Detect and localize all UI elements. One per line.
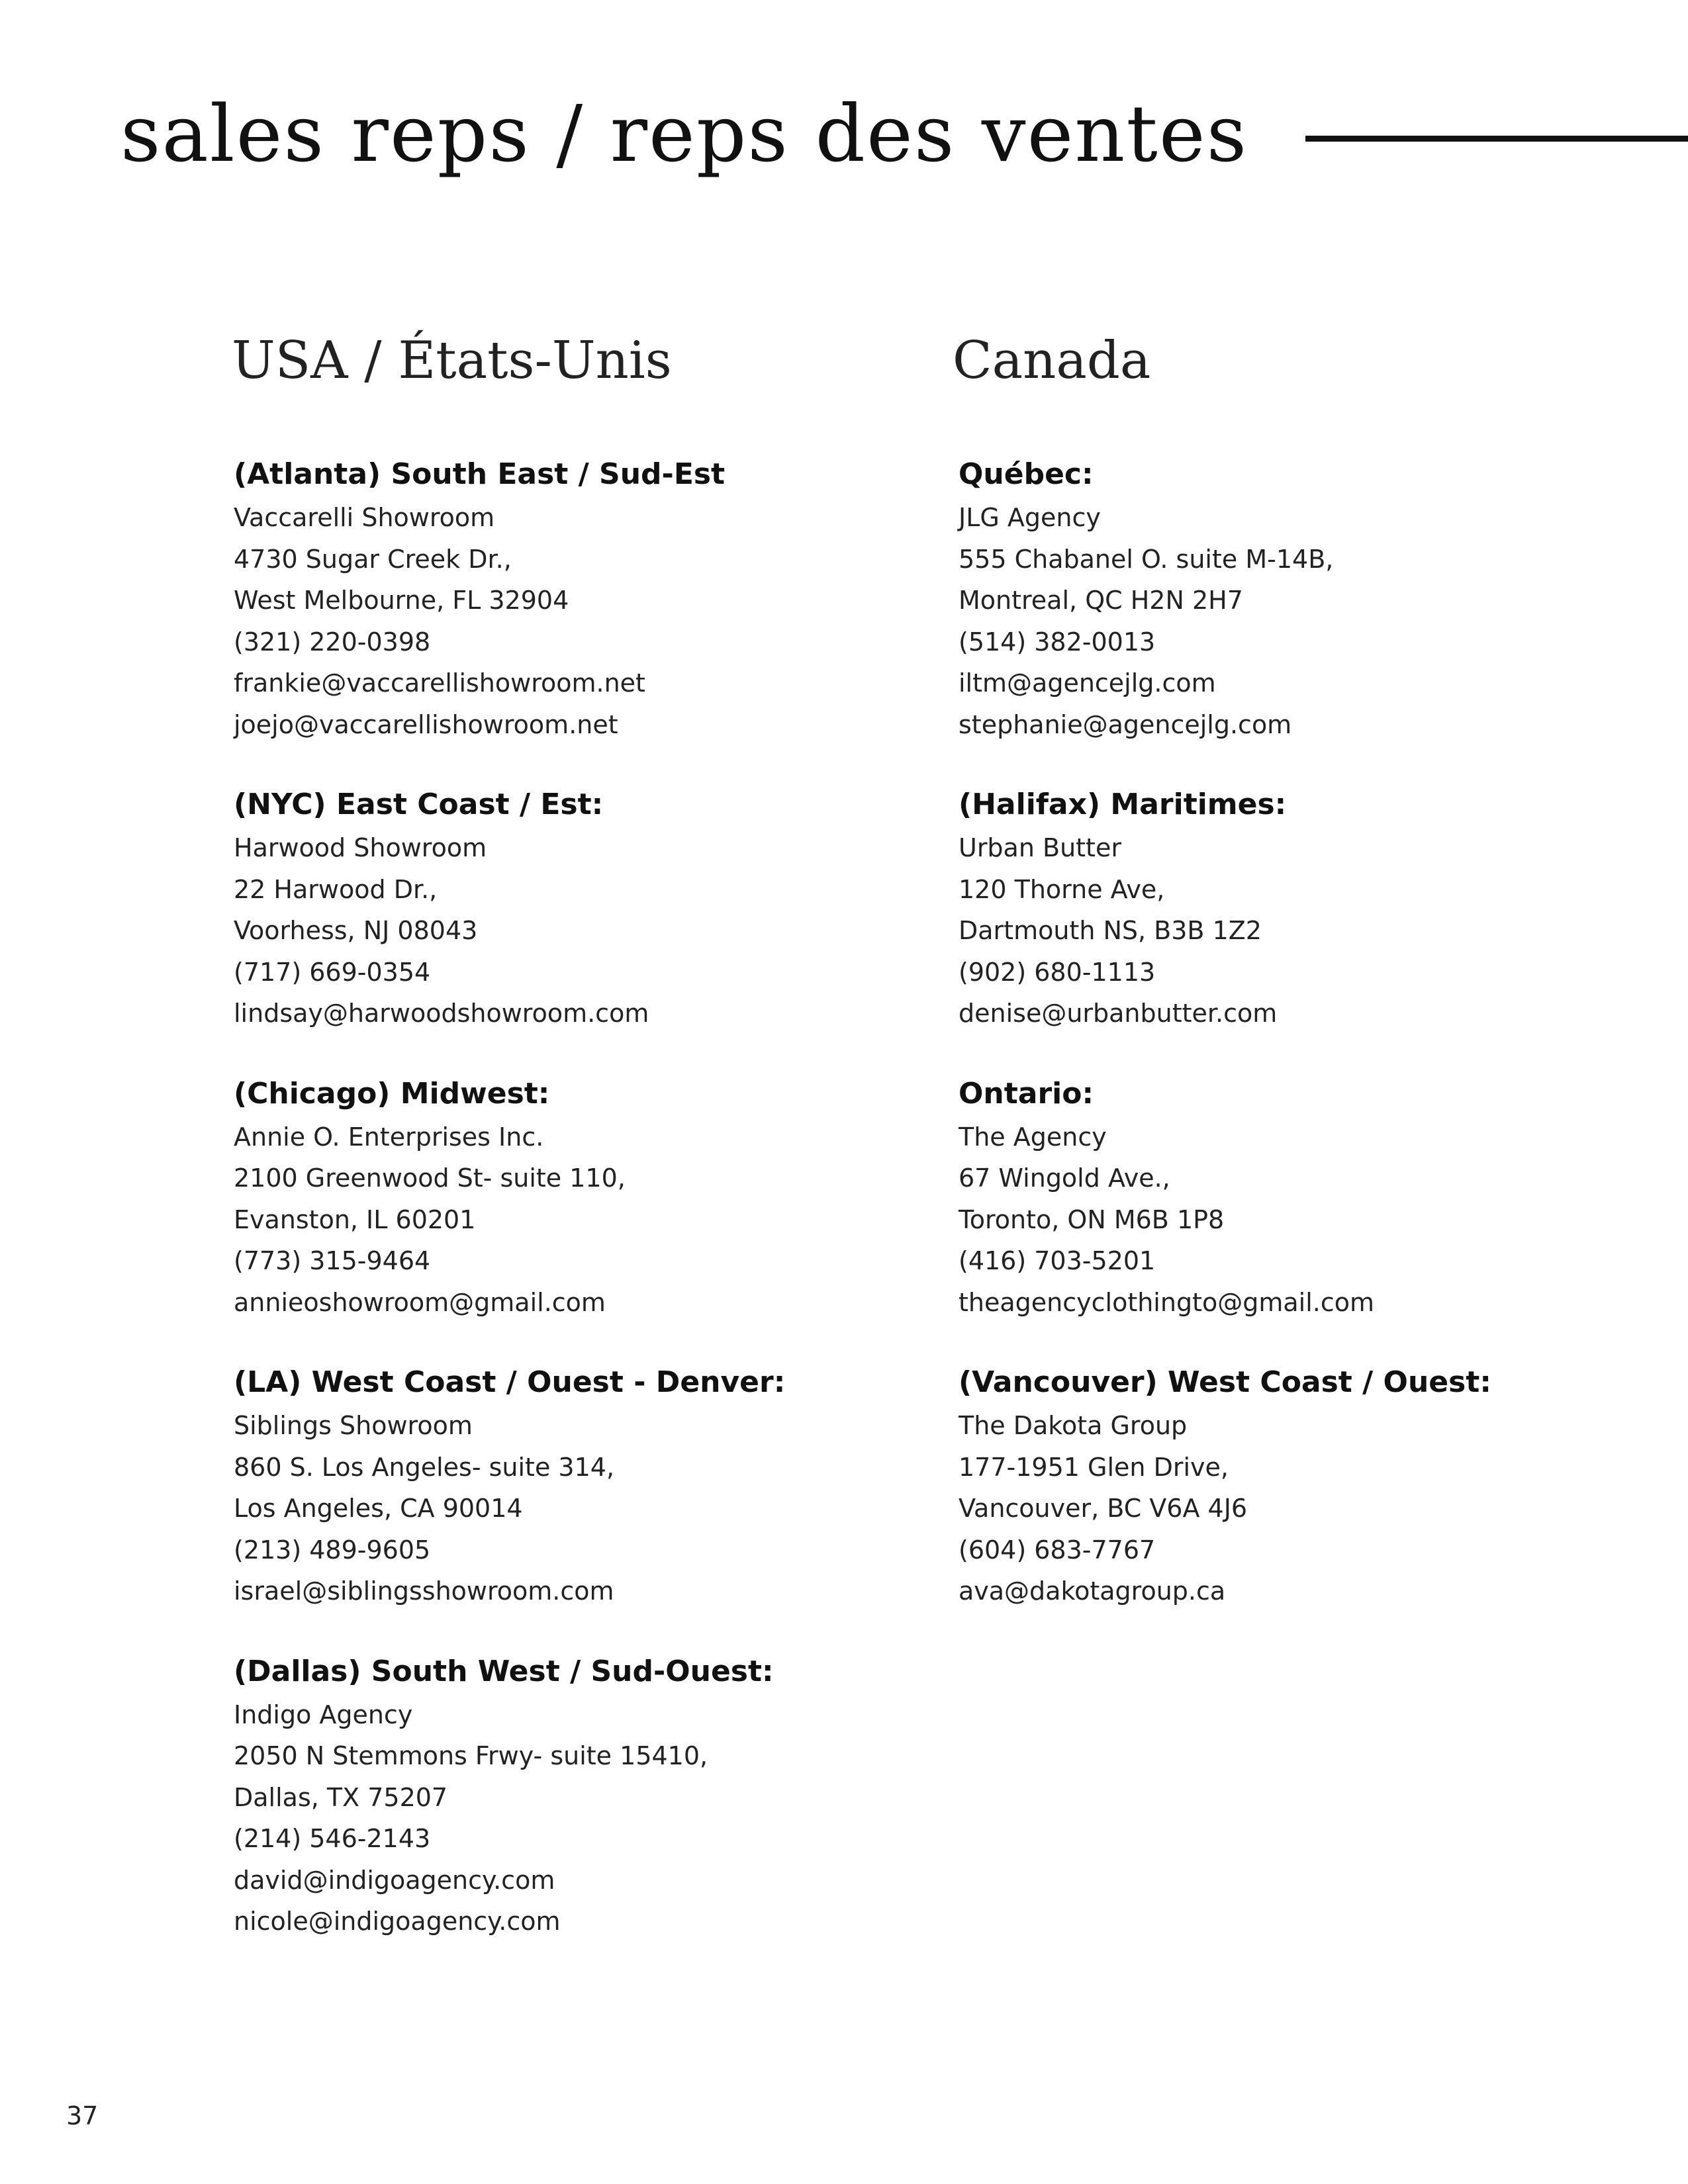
rep-phone: (902) 680-1113 (959, 957, 1156, 987)
rep-email: frankie@vaccarellishowroom.net (234, 668, 645, 698)
usa-entries (234, 451, 882, 1979)
rep-detail-line: 120 Thorne Ave, (959, 874, 1165, 904)
rep-email: theagencyclothingto@gmail.com (959, 1287, 1374, 1317)
rep-detail-line: 2100 Greenwood St- suite 110, (234, 1163, 626, 1193)
rep-company: Indigo Agency (234, 1700, 413, 1729)
rep-company: Urban Butter (959, 833, 1121, 862)
rep-region-title: (Dallas) South West / Sud-Ouest: (234, 1654, 774, 1688)
rep-entry (234, 451, 882, 745)
rep-detail-line: 4730 Sugar Creek Dr., (234, 544, 512, 574)
rep-region-title: (Vancouver) West Coast / Ouest: (959, 1365, 1491, 1399)
rep-detail-line: Montreal, QC H2N 2H7 (959, 586, 1243, 615)
rep-phone: (773) 315-9464 (234, 1246, 431, 1275)
rep-region-title: Ontario: (959, 1076, 1094, 1111)
rep-phone: (416) 703-5201 (959, 1246, 1156, 1275)
rep-detail-line: Evanston, IL 60201 (234, 1205, 476, 1234)
rep-company: The Agency (959, 1122, 1107, 1152)
rep-email: stephanie@agencejlg.com (959, 709, 1292, 739)
rep-company: Vaccarelli Showroom (234, 503, 495, 532)
rep-email: lindsay@harwoodshowroom.com (234, 999, 649, 1028)
rep-detail-line: Voorhess, NJ 08043 (234, 916, 478, 945)
rep-detail-line: Dallas, TX 75207 (234, 1782, 448, 1812)
rep-region-title: (NYC) East Coast / Est: (234, 788, 604, 821)
rep-phone: (214) 546-2143 (234, 1824, 431, 1853)
rep-detail-line: 555 Chabanel O. suite M-14B, (959, 544, 1334, 574)
rep-email: annieoshowroom@gmail.com (234, 1287, 606, 1317)
rep-phone: (213) 489-9605 (234, 1535, 431, 1565)
rep-phone: (717) 669-0354 (234, 957, 431, 987)
usa-heading: USA / États-Unis (232, 331, 672, 390)
rep-company: Siblings Showroom (234, 1411, 473, 1440)
rep-detail-line: Los Angeles, CA 90014 (234, 1494, 523, 1523)
rep-email: iltm@agencejlg.com (959, 668, 1216, 698)
rep-region-title: (LA) West Coast / Ouest - Denver: (234, 1365, 786, 1399)
rep-entry (959, 1359, 1607, 1612)
rep-entry (234, 1359, 882, 1612)
rep-email: david@indigoagency.com (234, 1865, 555, 1895)
rep-detail-line: Vancouver, BC V6A 4J6 (959, 1494, 1248, 1523)
title-rule (1305, 136, 1688, 142)
rep-region-title: (Halifax) Maritimes: (959, 788, 1287, 821)
rep-detail-line: Toronto, ON M6B 1P8 (959, 1205, 1225, 1234)
rep-detail-line: 22 Harwood Dr., (234, 874, 438, 904)
rep-phone: (604) 683-7767 (959, 1535, 1156, 1565)
rep-email: israel@siblingsshowroom.com (234, 1576, 614, 1606)
rep-email: nicole@indigoagency.com (234, 1907, 561, 1936)
rep-company: JLG Agency (959, 503, 1101, 532)
rep-email: joejo@vaccarellishowroom.net (234, 709, 618, 739)
rep-detail-line: 2050 N Stemmons Frwy- suite 15410, (234, 1741, 708, 1770)
rep-entry (234, 1649, 882, 1942)
rep-detail-line: 67 Wingold Ave., (959, 1163, 1170, 1193)
canada-entries (959, 451, 1607, 1649)
rep-email: ava@dakotagroup.ca (959, 1576, 1226, 1606)
rep-company: Harwood Showroom (234, 833, 487, 862)
rep-entry (959, 782, 1607, 1034)
rep-entry (234, 782, 882, 1034)
rep-detail-line: West Melbourne, FL 32904 (234, 586, 569, 615)
page-title: sales reps / reps des ventes (120, 88, 1248, 179)
rep-region-title: Québec: (959, 457, 1094, 491)
rep-entry (959, 451, 1607, 745)
page-number: 37 (66, 2101, 99, 2130)
rep-region-title: (Chicago) Midwest: (234, 1076, 550, 1111)
rep-entry (959, 1071, 1607, 1324)
rep-detail-line: 177-1951 Glen Drive, (959, 1452, 1229, 1482)
rep-company: The Dakota Group (959, 1411, 1188, 1440)
rep-email: denise@urbanbutter.com (959, 999, 1278, 1028)
rep-region-title: (Atlanta) South East / Sud-Est (234, 457, 726, 491)
rep-company: Annie O. Enterprises Inc. (234, 1122, 544, 1152)
canada-heading: Canada (953, 331, 1151, 390)
rep-entry (234, 1071, 882, 1324)
rep-phone: (321) 220-0398 (234, 627, 431, 657)
rep-detail-line: 860 S. Los Angeles- suite 314, (234, 1452, 615, 1482)
rep-phone: (514) 382-0013 (959, 627, 1156, 657)
rep-detail-line: Dartmouth NS, B3B 1Z2 (959, 916, 1262, 945)
